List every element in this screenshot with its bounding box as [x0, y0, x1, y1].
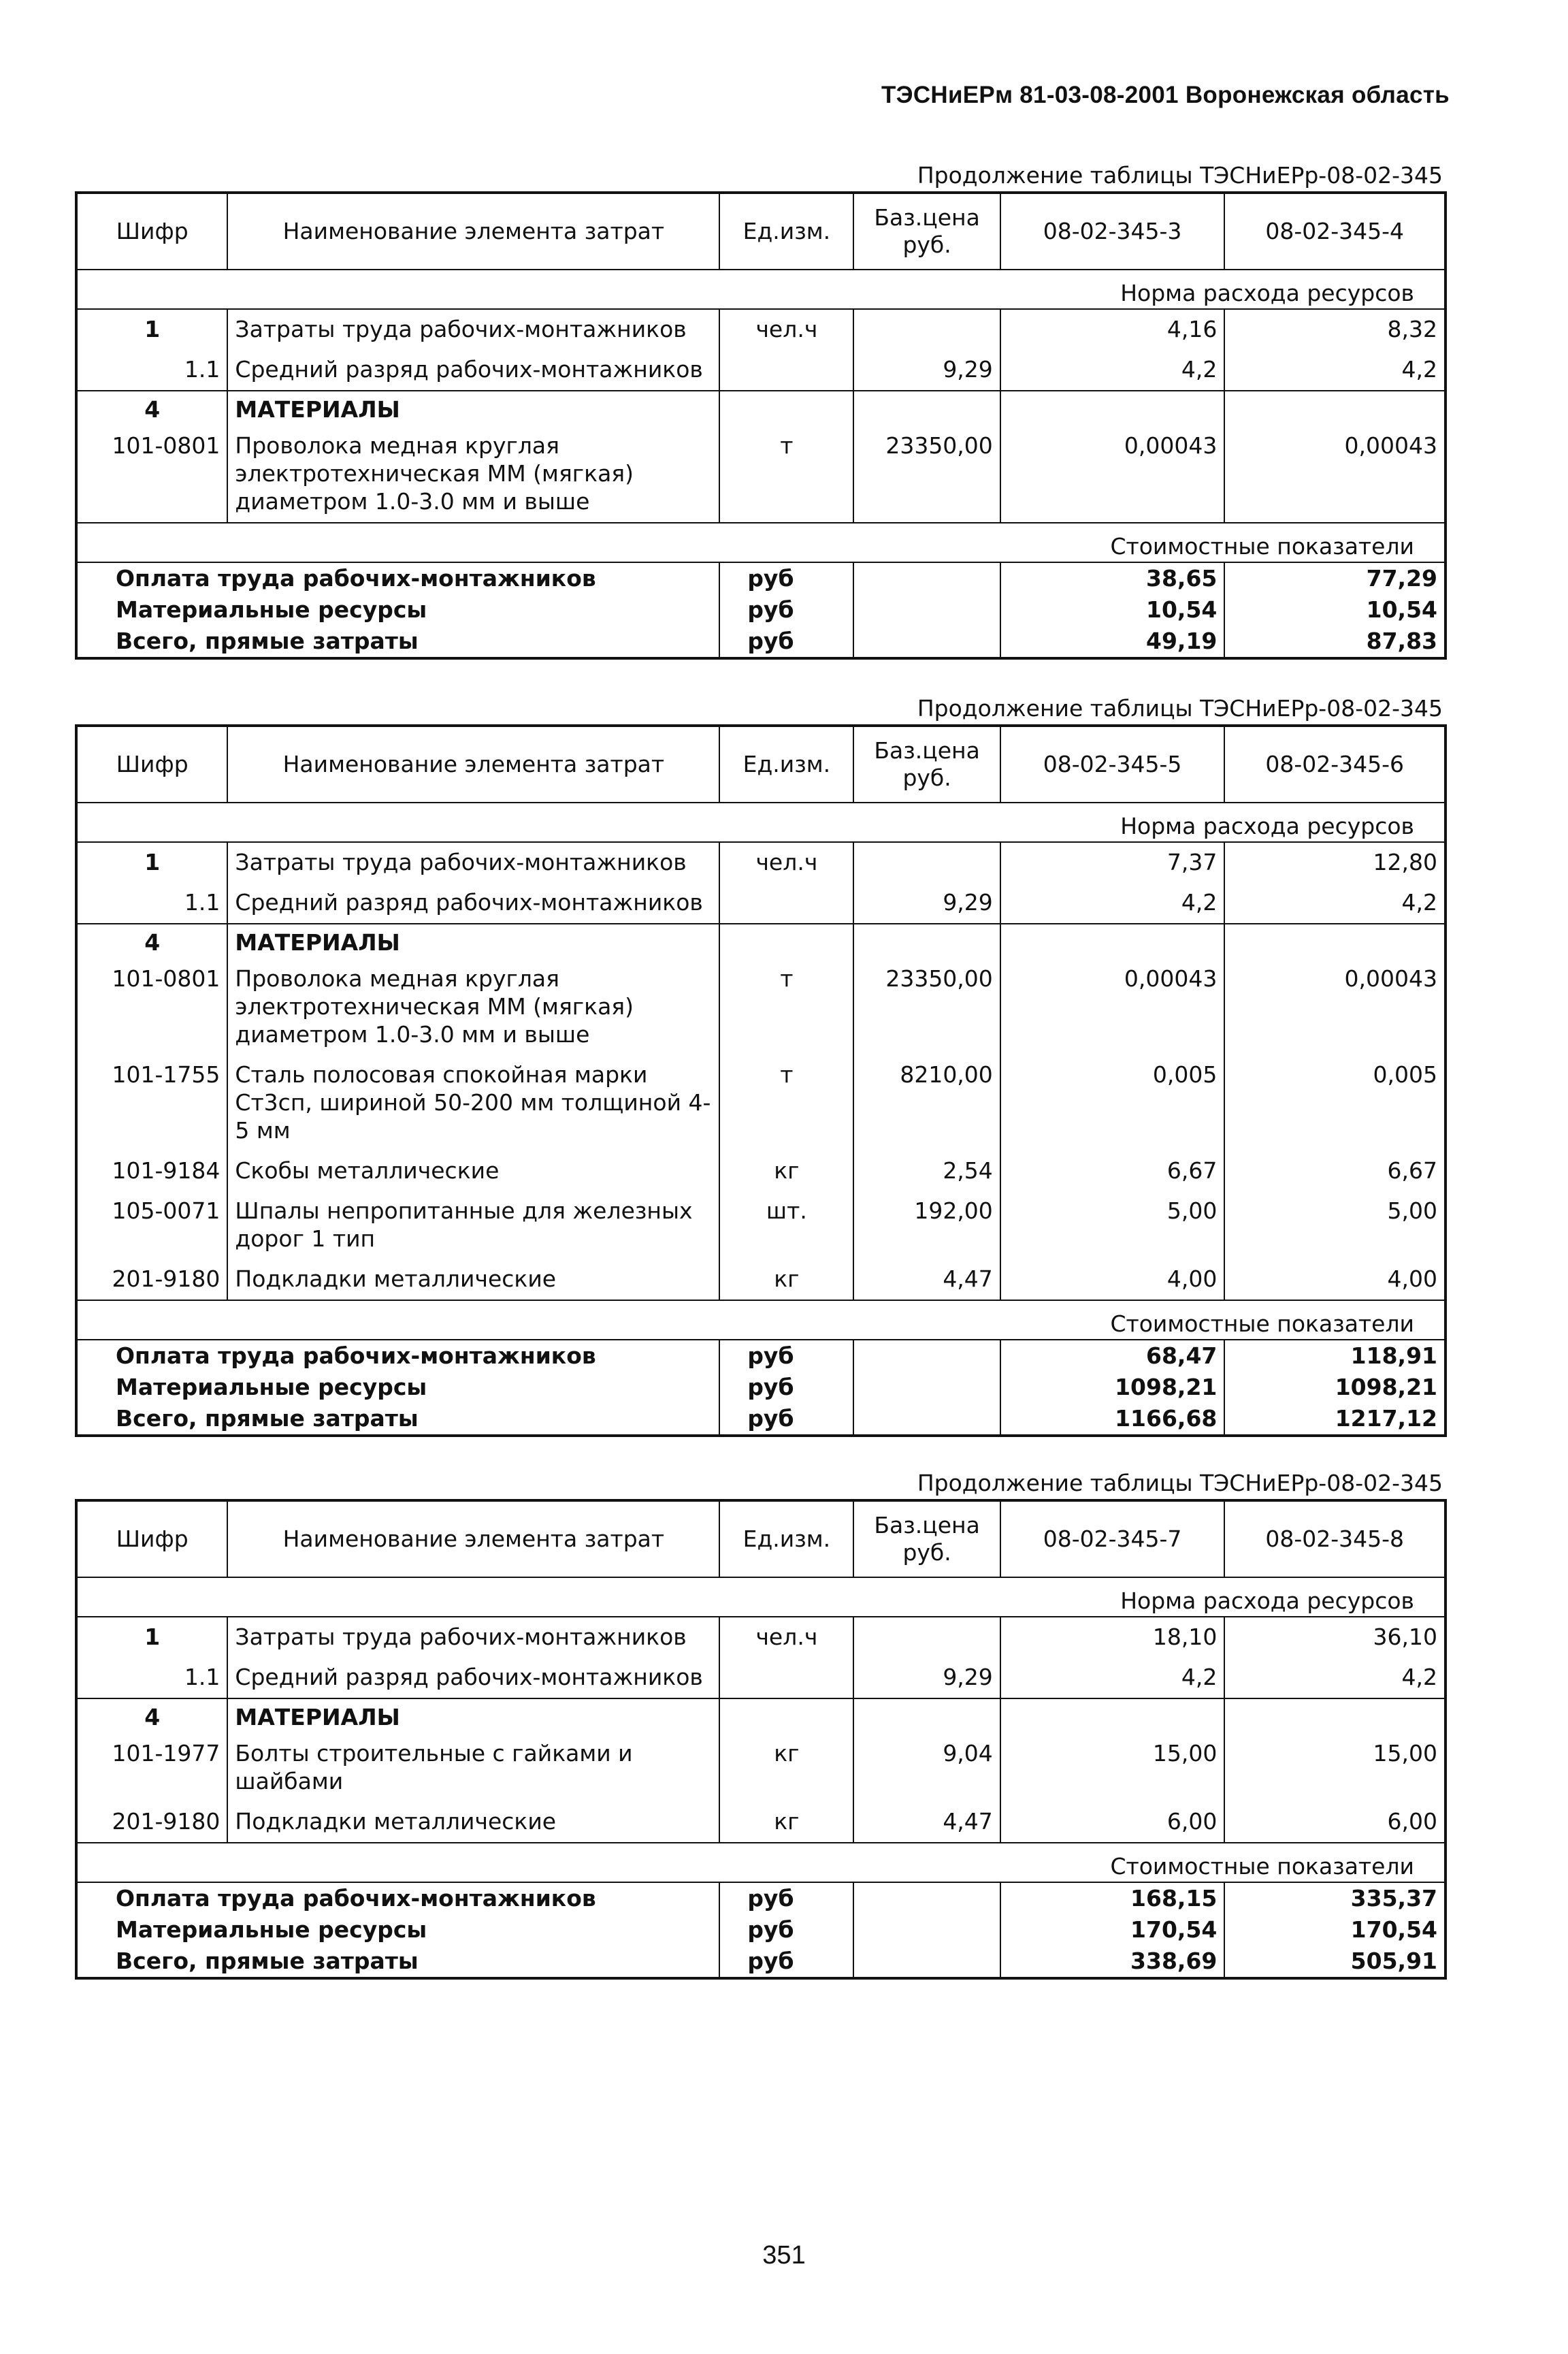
- total-value-1: 10,54: [1000, 594, 1225, 626]
- row-name: Средний разряд рабочих-монтажников: [227, 350, 719, 391]
- header-code: Шифр: [76, 726, 227, 803]
- section-code: 4: [144, 929, 161, 956]
- total-unit: руб: [719, 594, 853, 626]
- total-unit: руб: [719, 1372, 853, 1403]
- row-unit: кг: [719, 1734, 853, 1802]
- row-value-2: 5,00: [1224, 1191, 1446, 1259]
- total-value-1: 170,54: [1000, 1914, 1225, 1946]
- norm-label: Норма расхода ресурсов: [76, 1577, 1446, 1617]
- row-unit: чел.ч: [719, 1617, 853, 1658]
- total-unit: руб: [719, 626, 853, 658]
- total-value-1: 38,65: [1000, 562, 1225, 594]
- row-price: 4,47: [853, 1259, 1000, 1300]
- total-unit: руб: [719, 1340, 853, 1372]
- cost-label-row: [76, 1843, 1446, 1882]
- row-code: 1: [144, 849, 161, 875]
- header-price: Баз.цена руб.: [853, 726, 1000, 803]
- row-code: 1: [144, 316, 161, 342]
- cost-label: Стоимостные показатели: [76, 1300, 1446, 1340]
- row-name: Проволока медная круглая электротехническая ММ (мягкая) диаметром 1.0-3.0 мм и выше: [227, 426, 719, 523]
- row-value-1: 4,2: [1000, 350, 1225, 391]
- header-norm-code-2: 08-02-345-6: [1224, 726, 1446, 803]
- total-price: [853, 1882, 1000, 1914]
- row-value-2: 12,80: [1224, 842, 1446, 883]
- total-row: [76, 1914, 1446, 1946]
- row-value-2: 0,00043: [1224, 426, 1446, 523]
- row-value-1: 4,00: [1000, 1259, 1225, 1300]
- empty-cell: [719, 924, 853, 959]
- total-price: [853, 626, 1000, 658]
- norm-table: [75, 724, 1447, 1437]
- row-price: 9,29: [853, 350, 1000, 391]
- header-price: Баз.цена руб.: [853, 193, 1000, 270]
- row-code: 1.1: [76, 883, 227, 924]
- row-value-1: 7,37: [1000, 842, 1225, 883]
- table-row: [76, 1734, 1446, 1802]
- total-label: Всего, прямые затраты: [116, 1405, 419, 1432]
- row-price: 9,04: [853, 1734, 1000, 1802]
- section-code: 4: [144, 396, 161, 423]
- total-label: Материальные ресурсы: [116, 596, 427, 623]
- total-label: Оплата труда рабочих-монтажников: [76, 1882, 719, 1914]
- row-value-2: 4,2: [1224, 350, 1446, 391]
- section-name: МАТЕРИАЛЫ: [227, 391, 719, 426]
- table-row: [76, 1259, 1446, 1300]
- total-price: [853, 1403, 1000, 1436]
- total-row: [76, 594, 1446, 626]
- row-price: [853, 842, 1000, 883]
- row-code: 201-9180: [76, 1802, 227, 1843]
- norm-label: Норма расхода ресурсов: [76, 803, 1446, 842]
- materials-section-row: [76, 391, 1446, 426]
- table-row: [76, 350, 1446, 391]
- row-unit: т: [719, 959, 853, 1055]
- total-value-2: 505,91: [1224, 1946, 1446, 1978]
- total-value-2: 170,54: [1224, 1914, 1446, 1946]
- row-name: Затраты труда рабочих-монтажников: [227, 842, 719, 883]
- table-row: [76, 842, 1446, 883]
- row-name: Сталь полосовая спокойная марки Ст3сп, шириной 50-200 мм толщиной 4-5 мм: [227, 1055, 719, 1151]
- total-value-1: 49,19: [1000, 626, 1225, 658]
- header-name: Наименование элемента затрат: [227, 726, 719, 803]
- row-code: 101-1977: [112, 1740, 220, 1767]
- total-label: Материальные ресурсы: [116, 1374, 427, 1400]
- total-row: [76, 1882, 1446, 1914]
- header-unit: Ед.изм.: [719, 726, 853, 803]
- row-name: Проволока медная круглая электротехническая ММ (мягкая) диаметром 1.0-3.0 мм и выше: [227, 959, 719, 1055]
- row-code: 1.1: [76, 350, 227, 391]
- empty-cell: [719, 1698, 853, 1734]
- total-value-2: 335,37: [1224, 1882, 1446, 1914]
- total-price: [853, 1372, 1000, 1403]
- empty-cell: [719, 391, 853, 426]
- total-value-2: 1217,12: [1224, 1403, 1446, 1436]
- empty-cell: [1224, 391, 1446, 426]
- section-name: МАТЕРИАЛЫ: [227, 1698, 719, 1734]
- row-unit: кг: [719, 1151, 853, 1191]
- row-name: Подкладки металлические: [227, 1259, 719, 1300]
- total-price: [853, 1914, 1000, 1946]
- row-unit: кг: [719, 1802, 853, 1843]
- cost-label: Стоимостные показатели: [76, 523, 1446, 562]
- row-value-2: 4,00: [1224, 1259, 1446, 1300]
- cost-label-row: [76, 523, 1446, 562]
- total-unit: руб: [719, 562, 853, 594]
- row-value-1: 0,00043: [1000, 426, 1225, 523]
- row-value-1: 5,00: [1000, 1191, 1225, 1259]
- total-value-1: 1098,21: [1000, 1372, 1225, 1403]
- header-norm-code-2: 08-02-345-8: [1224, 1500, 1446, 1577]
- header-name: Наименование элемента затрат: [227, 1500, 719, 1577]
- total-label: Материальные ресурсы: [116, 1916, 427, 1943]
- row-code: 105-0071: [112, 1197, 220, 1224]
- total-price: [853, 1340, 1000, 1372]
- row-price: 192,00: [853, 1191, 1000, 1259]
- row-unit: [719, 883, 853, 924]
- row-price: 23350,00: [853, 426, 1000, 523]
- total-value-2: 10,54: [1224, 594, 1446, 626]
- row-value-1: 6,67: [1000, 1151, 1225, 1191]
- row-value-1: 4,2: [1000, 1658, 1225, 1698]
- row-name: Подкладки металлические: [227, 1802, 719, 1843]
- empty-cell: [1224, 924, 1446, 959]
- row-value-1: 4,2: [1000, 883, 1225, 924]
- total-label: Всего, прямые затраты: [116, 628, 419, 654]
- cost-label: Стоимостные показатели: [76, 1843, 1446, 1882]
- total-value-1: 1166,68: [1000, 1403, 1225, 1436]
- total-row: [76, 1340, 1446, 1372]
- total-row: [76, 1372, 1446, 1403]
- row-unit: чел.ч: [719, 309, 853, 350]
- header-norm-code-1: 08-02-345-7: [1000, 1500, 1225, 1577]
- table-row: [76, 309, 1446, 350]
- table-row: [76, 1658, 1446, 1698]
- table-row: [76, 959, 1446, 1055]
- row-code: 1.1: [76, 1658, 227, 1698]
- row-value-1: 0,00043: [1000, 959, 1225, 1055]
- header-unit: Ед.изм.: [719, 1500, 853, 1577]
- norm-table: [75, 1499, 1447, 1980]
- norm-table-block: [75, 1468, 1447, 1980]
- header-code: Шифр: [76, 1500, 227, 1577]
- page-number: 351: [762, 2241, 806, 2270]
- row-unit: т: [719, 1055, 853, 1151]
- empty-cell: [853, 924, 1000, 959]
- table-row: [76, 1617, 1446, 1658]
- header-price: Баз.цена руб.: [853, 1500, 1000, 1577]
- total-label: Оплата труда рабочих-монтажников: [76, 1340, 719, 1372]
- total-row: [76, 562, 1446, 594]
- materials-section-row: [76, 1698, 1446, 1734]
- total-row: [76, 626, 1446, 658]
- row-unit: кг: [719, 1259, 853, 1300]
- row-value-2: 6,67: [1224, 1151, 1446, 1191]
- row-value-2: 8,32: [1224, 309, 1446, 350]
- row-name: Средний разряд рабочих-монтажников: [227, 1658, 719, 1698]
- row-unit: шт.: [719, 1191, 853, 1259]
- row-name: Затраты труда рабочих-монтажников: [227, 309, 719, 350]
- table-row: [76, 1151, 1446, 1191]
- total-unit: руб: [719, 1946, 853, 1978]
- table-caption: Продолжение таблицы ТЭСНиЕРр-08-02-345: [917, 1470, 1443, 1496]
- norm-table: [75, 191, 1447, 660]
- row-name: Скобы металлические: [227, 1151, 719, 1191]
- empty-cell: [1000, 391, 1225, 426]
- row-price: 4,47: [853, 1802, 1000, 1843]
- row-price: [853, 1617, 1000, 1658]
- table-row: [76, 426, 1446, 523]
- row-name: Болты строительные с гайками и шайбами: [227, 1734, 719, 1802]
- row-value-2: 4,2: [1224, 883, 1446, 924]
- row-name: Шпалы непропитанные для железных дорог 1 тип: [227, 1191, 719, 1259]
- row-price: 9,29: [853, 1658, 1000, 1698]
- total-row: [76, 1403, 1446, 1436]
- total-value-2: 118,91: [1224, 1340, 1446, 1372]
- table-caption: Продолжение таблицы ТЭСНиЕРр-08-02-345: [917, 162, 1443, 189]
- empty-cell: [1224, 1698, 1446, 1734]
- row-unit: чел.ч: [719, 842, 853, 883]
- table-header-row: [76, 726, 1446, 803]
- cost-label-row: [76, 1300, 1446, 1340]
- norm-table-block: [75, 693, 1447, 1437]
- header-code: Шифр: [76, 193, 227, 270]
- norm-label-row: [76, 1577, 1446, 1617]
- total-row: [76, 1946, 1446, 1978]
- total-label: Оплата труда рабочих-монтажников: [76, 562, 719, 594]
- total-value-2: 87,83: [1224, 626, 1446, 658]
- row-value-2: 36,10: [1224, 1617, 1446, 1658]
- row-value-2: 0,005: [1224, 1055, 1446, 1151]
- total-unit: руб: [719, 1882, 853, 1914]
- row-price: [853, 309, 1000, 350]
- total-unit: руб: [719, 1914, 853, 1946]
- materials-section-row: [76, 924, 1446, 959]
- total-value-1: 68,47: [1000, 1340, 1225, 1372]
- row-value-2: 0,00043: [1224, 959, 1446, 1055]
- norm-table-block: [75, 160, 1447, 660]
- total-value-1: 168,15: [1000, 1882, 1225, 1914]
- header-unit: Ед.изм.: [719, 193, 853, 270]
- row-code: 1: [144, 1624, 161, 1650]
- row-unit: [719, 1658, 853, 1698]
- table-header-row: [76, 1500, 1446, 1577]
- table-row: [76, 1191, 1446, 1259]
- row-price: 8210,00: [853, 1055, 1000, 1151]
- table-row: [76, 1802, 1446, 1843]
- row-value-1: 0,005: [1000, 1055, 1225, 1151]
- table-row: [76, 883, 1446, 924]
- empty-cell: [1000, 924, 1225, 959]
- table-header-row: [76, 193, 1446, 270]
- empty-cell: [853, 391, 1000, 426]
- total-value-1: 338,69: [1000, 1946, 1225, 1978]
- row-value-2: 6,00: [1224, 1802, 1446, 1843]
- row-value-1: 4,16: [1000, 309, 1225, 350]
- row-value-1: 18,10: [1000, 1617, 1225, 1658]
- header-norm-code-1: 08-02-345-5: [1000, 726, 1225, 803]
- row-unit: т: [719, 426, 853, 523]
- row-price: 2,54: [853, 1151, 1000, 1191]
- table-row: [76, 1055, 1446, 1151]
- row-code: 101-0801: [76, 426, 227, 523]
- page-header-title: ТЭСНиЕРм 81-03-08-2001 Воронежская область: [881, 82, 1450, 108]
- row-value-1: 6,00: [1000, 1802, 1225, 1843]
- total-price: [853, 1946, 1000, 1978]
- header-norm-code-1: 08-02-345-3: [1000, 193, 1225, 270]
- total-unit: руб: [719, 1403, 853, 1436]
- section-name: МАТЕРИАЛЫ: [227, 924, 719, 959]
- section-code: 4: [144, 1704, 161, 1730]
- empty-cell: [1000, 1698, 1225, 1734]
- row-name: Средний разряд рабочих-монтажников: [227, 883, 719, 924]
- total-value-2: 1098,21: [1224, 1372, 1446, 1403]
- table-caption: Продолжение таблицы ТЭСНиЕРр-08-02-345: [917, 695, 1443, 722]
- row-code: 101-9184: [112, 1157, 220, 1184]
- row-code: 101-1755: [112, 1061, 220, 1088]
- row-code: 101-0801: [112, 965, 220, 992]
- row-unit: [719, 350, 853, 391]
- total-price: [853, 562, 1000, 594]
- total-price: [853, 594, 1000, 626]
- total-value-2: 77,29: [1224, 562, 1446, 594]
- norm-label-row: [76, 270, 1446, 309]
- total-label: Всего, прямые затраты: [116, 1948, 419, 1974]
- row-name: Затраты труда рабочих-монтажников: [227, 1617, 719, 1658]
- norm-label-row: [76, 803, 1446, 842]
- header-name: Наименование элемента затрат: [227, 193, 719, 270]
- norm-label: Норма расхода ресурсов: [76, 270, 1446, 309]
- row-code: 201-9180: [76, 1259, 227, 1300]
- row-value-1: 15,00: [1000, 1734, 1225, 1802]
- row-price: 9,29: [853, 883, 1000, 924]
- row-value-2: 15,00: [1224, 1734, 1446, 1802]
- header-norm-code-2: 08-02-345-4: [1224, 193, 1446, 270]
- empty-cell: [853, 1698, 1000, 1734]
- row-price: 23350,00: [853, 959, 1000, 1055]
- row-value-2: 4,2: [1224, 1658, 1446, 1698]
